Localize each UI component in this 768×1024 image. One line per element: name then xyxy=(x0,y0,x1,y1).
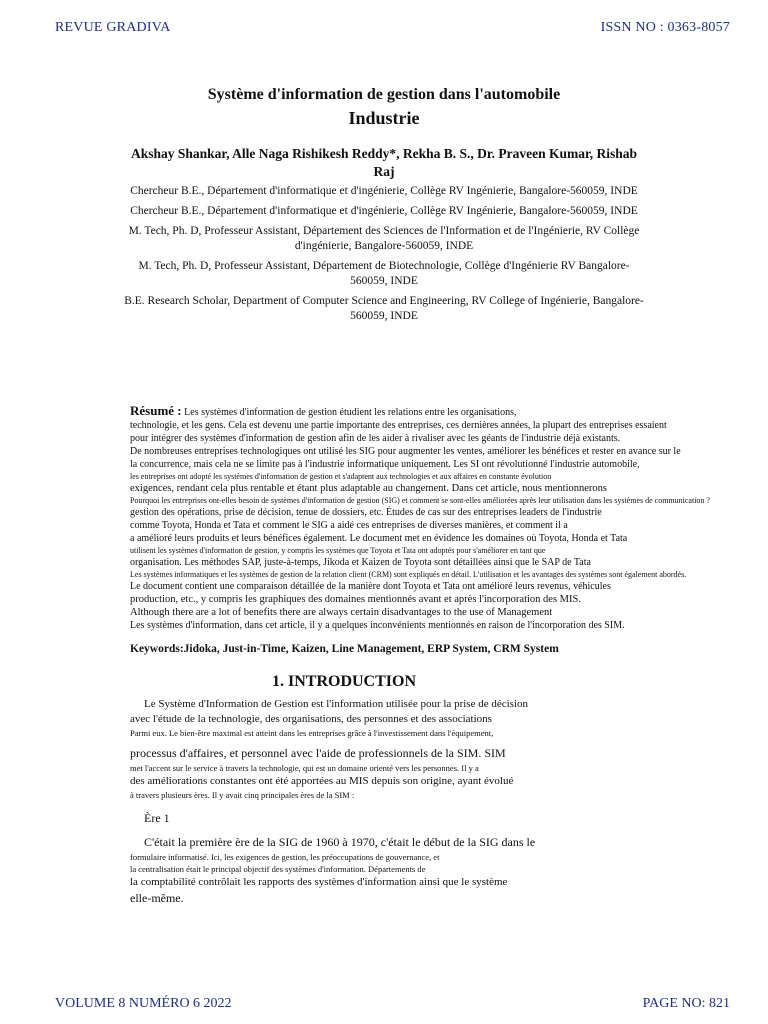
abstract-label: Résumé : xyxy=(130,403,182,418)
keywords: Keywords:Jidoka, Just-in-Time, Kaizen, Line Management, ERP System, CRM System xyxy=(130,643,559,655)
body-line: formulaire informatisé. Ici, les exigences de gestion, les préoccupations de gouvernance, et xyxy=(130,852,440,862)
abstract-line: gestion des opérations, prise de décision, tenue de dossiers, etc. Études de cas sur des entreprises leaders de l'industrie xyxy=(130,507,602,518)
paragraph xyxy=(130,745,558,801)
affiliation: Chercheur B.E., Département d'informatique et d'ingénierie, Collège RV Ingénierie, Bangalore-560059, INDE xyxy=(130,185,638,197)
abstract-line: production, etc., y compris les graphiques des domaines mentionnés avant et après l'incorporation des MIS. xyxy=(130,594,581,605)
author-list: Akshay Shankar, Alle Naga Rishikesh Reddy*, Rekha B. S., Dr. Praveen Kumar, Rishab Raj xyxy=(131,146,637,179)
affiliation: M. Tech, Ph. D, Professeur Assistant, Département de Biotechnologie, Collège d'Ingénierie RV Bangalore-560059, INDE xyxy=(138,260,630,287)
abstract-line: pour intégrer des systèmes d'information de gestion afin de les aider à rivaliser avec les géants de l'industrie déjà existants. xyxy=(130,433,621,444)
body-line: avec l'étude de la technologie, des organisations, des personnes et des associations xyxy=(130,713,492,725)
abstract-line: la concurrence, mais cela ne se limite pas à l'industrie informatique uniquement. Les SI ont révolutionné l'industrie automobile, xyxy=(130,459,640,470)
affiliation: M. Tech, Ph. D, Professeur Assistant, Département des Sciences de l'Information et de l'Ingénierie, RV Collège d'ingénierie, Bangalore-560059, INDE xyxy=(128,225,640,252)
volume-info: VOLUME 8 NUMÉRO 6 2022 xyxy=(55,996,232,1011)
abstract-line: utilisent les systèmes d'information de gestion, y compris les systèmes que Toyota et Tata ont adoptés pour s'améliorer en tant que xyxy=(130,546,546,555)
abstract-line: Le document contient une comparaison détaillée de la manière dont Toyota et Tata ont amélioré leurs revenus, véhicules xyxy=(130,581,611,592)
era-label: Ère 1 xyxy=(144,811,170,825)
abstract-line: Although there are a lot of benefits there are always certain disadvantages to the use of Management xyxy=(130,607,553,618)
body-line: la centralisation était le principal objectif des systèmes d'information. Départements de xyxy=(130,864,426,874)
section-heading: 1. INTRODUCTION xyxy=(271,673,416,690)
body-line: Le Système d'Information de Gestion est l'information utilisée pour la prise de décision xyxy=(144,698,528,710)
abstract-line: Les systèmes d'information de gestion étudient les relations entre les organisations, xyxy=(184,407,517,418)
body-line: à travers plusieurs ères. Il y avait cinq principales ères de la SIM : xyxy=(130,790,355,800)
body-line: met l'accent sur le service à travers la technologie, qui est un domaine orienté vers les personnes. Il y a xyxy=(130,763,479,773)
affiliations xyxy=(120,184,648,329)
paper-title xyxy=(0,86,768,129)
abstract-line: Les systèmes d'information, dans cet article, il y a quelques inconvénients mentionnés en raison de l'incorporation des SIM. xyxy=(130,620,625,631)
page-number: PAGE NO: 821 xyxy=(642,996,730,1011)
abstract-line: organisation. Les méthodes SAP, juste-à-temps, Jikoda et Kaizen de Toyota sont détaillées ainsi que le SAP de Tata xyxy=(130,557,591,568)
body-line: elle-même. xyxy=(130,891,184,905)
abstract-line: exigences, rendant cela plus rentable et étant plus adaptable au changement. Dans cet article, nous mentionnerons xyxy=(130,483,607,494)
issn-number: ISSN NO : 0363-8057 xyxy=(600,20,730,35)
affiliation: B.E. Research Scholar, Department of Computer Science and Engineering, RV College of Ingénierie, Bangalore-560059, INDE xyxy=(124,295,644,322)
body-line: processus d'affaires, et personnel avec l'aide de professionnels de la SIM. SIM xyxy=(130,746,506,760)
abstract-line: technologie, et les gens. Cela est devenu une partie importante des entreprises, ces dernières années, la plupart des entreprises essaient xyxy=(130,420,667,431)
paragraph xyxy=(130,697,558,739)
introduction-body xyxy=(130,697,558,907)
paper-title-line-2: Industrie xyxy=(348,108,420,128)
paper-title-line-1: Système d'information de gestion dans l'automobile xyxy=(207,86,561,103)
abstract-line: Les systèmes informatiques et les systèmes de gestion de la relation client (CRM) sont expliqués en détail. L'utilisation et les avantages des systèmes sont également abordés. xyxy=(130,570,687,579)
abstract-line: Pourquoi les entreprises ont-elles besoin de systèmes d'information de gestion (SIG) et comment se sont-elles améliorées après leur utilisation dans les systèmes de communication ? xyxy=(130,496,710,505)
abstract-line: De nombreuses entreprises technologiques ont utilisé les SIG pour augmenter les ventes, améliorer les bénéfices et rester en avance sur le xyxy=(130,446,681,457)
abstract-line: a amélioré leurs produits et leurs bénéfices également. Le document met en évidence les domaines où Toyota, Honda et Tata xyxy=(130,533,628,544)
paragraph xyxy=(130,834,558,907)
affiliation: Chercheur B.E., Département d'informatique et d'ingénierie, Collège RV Ingénierie, Bangalore-560059, INDE xyxy=(130,205,638,217)
body-line: C'était la première ère de la SIG de 1960 à 1970, c'était le début de la SIG dans le xyxy=(144,835,536,849)
abstract-line: comme Toyota, Honda et Tata et comment le SIG a aidé ces entreprises de diverses manières, et comment il a xyxy=(130,520,568,531)
body-line: des améliorations constantes ont été apportées au MIS depuis son origine, ayant évolué xyxy=(130,775,514,787)
body-line: Parmi eux. Le bien-être maximal est atteint dans les entreprises grâce à l'investissement dans l'équipement, xyxy=(130,728,494,738)
body-line: la comptabilité contrôlait les rapports des systèmes d'information ainsi que le système xyxy=(130,876,508,888)
abstract xyxy=(130,404,718,632)
journal-name: REVUE GRADIVA xyxy=(55,20,171,35)
abstract-line: les entreprises ont adopté les systèmes d'information de gestion et s'adaptent aux technologies et aux affaires en constante évolution xyxy=(130,472,552,481)
